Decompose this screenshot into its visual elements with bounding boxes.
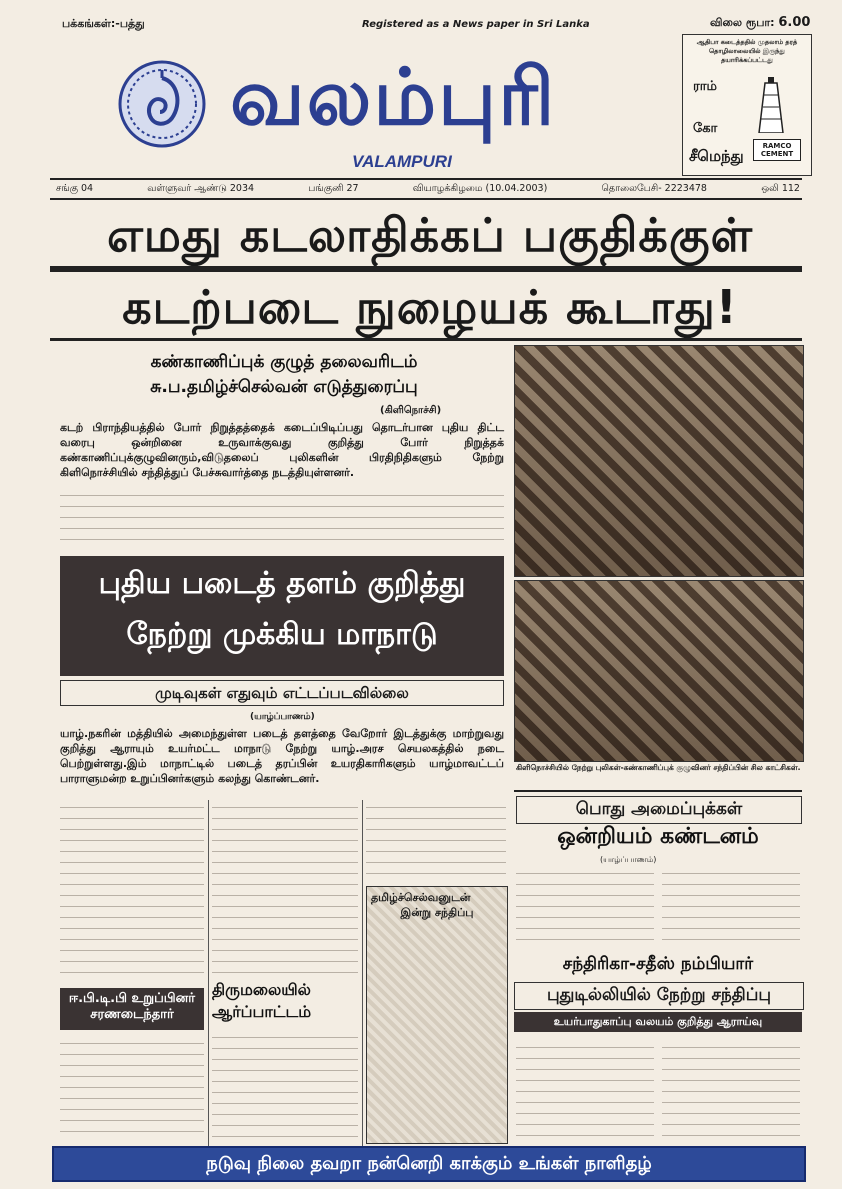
phone: தொலைபேசி- 2223478 (601, 183, 707, 194)
nambiar-title-2: புதுடில்லியில் நேற்று சந்திப்பு (514, 982, 804, 1010)
price-value: 6.00 (778, 15, 811, 30)
story2-title-1: புதிய படைத் தளம் குறித்து (98, 566, 466, 601)
ad-word-1: ராம் (693, 79, 717, 94)
story2-dateline: (யாழ்ப்பாணம்) (250, 712, 315, 722)
conch-emblem-icon (118, 60, 206, 148)
ad-text: ஆதிபா கடைத்ததில் முதலாம் தரத் தொழிலாலையில் இருந்து தயாரிக்கப்பட்டது (696, 38, 798, 64)
nambiar-title: சந்திரிகா-சதீஸ் நம்பியார் (562, 954, 754, 974)
headline-rule-2 (50, 338, 802, 341)
tamil-year: வள்ளுவர் ஆண்டு 2034 (147, 183, 255, 194)
meeting-photo-1 (514, 345, 804, 577)
trinco-title-1: திருமலையில் (212, 980, 311, 999)
story2-body-col2 (212, 800, 358, 976)
story2-subtitle: முடிவுகள் எதுவும் எட்டப்படவில்லை (60, 680, 504, 706)
surrender-title-2: சரணடைந்தார் (90, 1007, 174, 1022)
story2-lead: யாழ்.நகரின் மத்தியில் அமைந்துள்ள படைத் தளத்தை வேறோர் இடத்துக்கு மாற்றுவது குறித்து ஆராயும் உயர்மட்ட மாநாடு நேற்று யாழ்.அரச செயலகத்தில் நடை பெற்றுள்ளது.இம் மாநாட்டில் படைத் தரப்பின் உயரதிகாரிகளும் யாழ்மாவட்டப் பாராளுமன்ற உறுப்பினர்களும் கலந்து கொண்டனர். (60, 727, 504, 785)
tamilselvan-title-2: இன்று சந்திப்பு (400, 906, 474, 919)
registration-note: Registered as a News paper in Sri Lanka (362, 19, 590, 30)
tamilselvan-box (366, 886, 508, 1144)
ad-word-3: சீமெந்து (689, 147, 744, 165)
surrender-title-box (60, 988, 204, 1030)
ad-brand: RAMCO CEMENT (753, 139, 801, 161)
headline-rule (50, 266, 802, 272)
story1-lead: கடற் பிராந்தியத்தில் போர் நிறுத்தத்தைக் கடைப்பிடிப்பது தொடர்பான புதிய திட்ட வரைபு ஒன்றினை உருவாக்குவது குறித்து போர் நிறுத்தக் கண்காணிப்புக்குழுவினரும்,விடுதலைப் புலிகளின் பிரதிநிதிகளும் நேற்று கிளிநொச்சியில் சந்தித்துப் பேச்சுவார்த்தை நடத்தியுள்ளனர். (60, 421, 504, 479)
story1-title-1: கண்காணிப்புக் குழுத் தலைவரிடம் (150, 352, 418, 372)
side-story1-title-2: ஒன்றியம் கண்டனம் (557, 824, 759, 849)
story2-title-2: நேற்று முக்கிய மாநாடு (126, 617, 438, 652)
story2-body-col1 (60, 800, 204, 980)
story2-body-col3 (366, 800, 506, 880)
story1-title-2: சு.ப.தமிழ்ச்செல்வன் எடுத்துரைப்பு (150, 377, 418, 397)
nambiar-col1 (516, 1040, 654, 1142)
ramco-ad (682, 34, 812, 176)
issue-number: ஒலி 112 (761, 183, 800, 194)
photo-caption: கிளிநொச்சியில் நேற்று புலிகள்-கண்காணிப்புக் குழுவினர் சந்திப்பின் சில காட்சிகள். (516, 763, 801, 772)
side-story1-col2 (662, 866, 800, 940)
story1-body (60, 488, 504, 550)
story2-headline-box (60, 556, 504, 676)
masthead-logo: வலம்புரி (230, 52, 557, 143)
meeting-photo-2 (514, 580, 804, 762)
volume: சங்கு 04 (56, 183, 94, 194)
side-story1-col1 (516, 866, 654, 940)
masthead-logo-english: VALAMPURI (352, 152, 452, 171)
dateline (56, 183, 800, 195)
column-divider-2 (362, 800, 363, 1150)
nambiar-col2 (662, 1040, 800, 1142)
ad-word-2: கோ (693, 121, 718, 136)
headline-line-1: எமது கடலாதிக்கப் பகுதிக்குள் (107, 208, 753, 262)
footer-slogan: நடுவு நிலை தவறா நன்னெறி காக்கும் உங்கள் நாளிதழ் (52, 1146, 806, 1182)
issue-date: வியாழக்கிழமை (10.04.2003) (412, 183, 548, 194)
pages-label: பக்கங்கள்:-பத்து (62, 17, 145, 30)
price (710, 15, 810, 31)
side-story1-title: பொது அமைப்புக்கள் (516, 796, 802, 824)
story1-dateline: (கிளிநொச்சி) (380, 405, 442, 416)
column-divider-1 (208, 800, 209, 1150)
side-story1-dateline: (யாழ்ப்பாணம்) (600, 855, 657, 864)
dateline-rule-bottom (50, 198, 802, 200)
surrender-body (60, 1036, 204, 1142)
temple-tower-icon (751, 75, 791, 137)
price-label: விலை ரூபா: (710, 16, 775, 29)
side-story-rule (514, 790, 802, 792)
nambiar-subtitle: உயர்பாதுகாப்பு வலயம் குறித்து ஆராய்வு (514, 1012, 802, 1032)
dateline-rule-top (50, 178, 802, 180)
surrender-title-1: ஈ.பி.டி.பி உறுப்பினர் (68, 991, 196, 1006)
tamilselvan-title-1: தமிழ்ச்செல்வனுடன் (371, 891, 471, 904)
trinco-body (212, 1030, 358, 1142)
month-day: பங்குனி 27 (308, 183, 359, 194)
headline-line-2: கடற்படை நுழையக் கூடாது! (122, 280, 738, 334)
trinco-title-2: ஆர்ப்பாட்டம் (212, 1002, 312, 1021)
